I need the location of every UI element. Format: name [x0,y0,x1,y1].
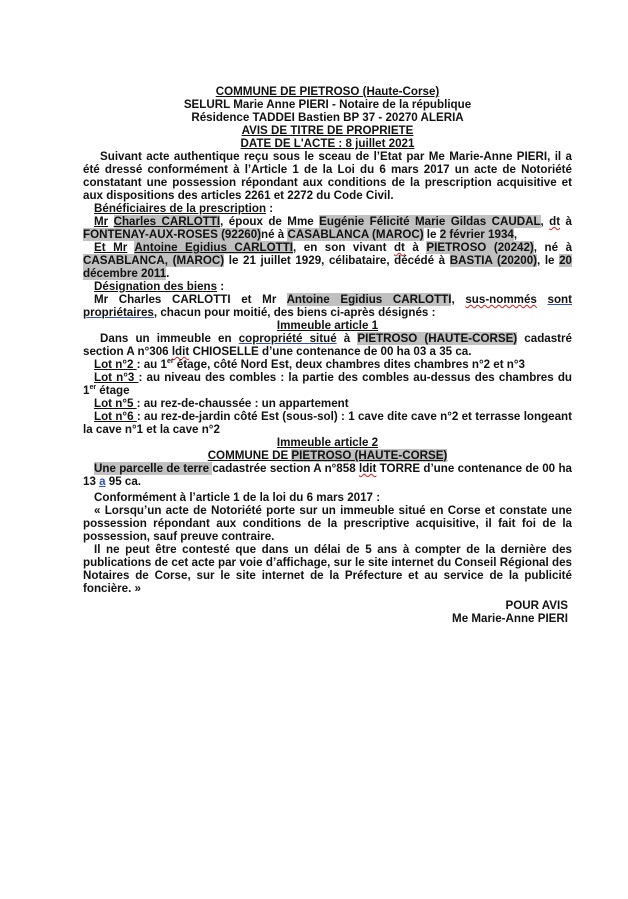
lots-list [83,358,572,436]
sus-nommes: sus-nommés [465,293,537,306]
article-1-paragraph [83,332,572,358]
lot-label: Lot n°2 [94,358,137,371]
b2-text: , né à [533,241,573,254]
designation-heading [83,280,572,293]
lot-item [83,371,572,397]
b2-text: à [404,241,427,254]
lot-label: Lot n°3 [94,371,139,384]
article-2-text: cadastrée section A n°858 [212,462,359,475]
lot-sup: er [89,384,97,392]
article-1-title: Immeuble article 1 [276,319,379,332]
article-1-place: PIETROSO (HAUTE-CORSE) [357,332,518,345]
article-2-title: Immeuble article 2 [276,436,379,449]
lot-item [83,410,572,436]
beneficiaires-colon: : [266,202,274,215]
lot-sep: : [138,371,143,384]
pour-avis: POUR AVIS [505,599,568,612]
article-1-ldit: ldit [171,345,190,358]
b2-death-date: 20 décembre 2011 [83,254,572,280]
lot-text: au rez-de-chaussée : un appartement [140,397,349,410]
article-2-paragraph [83,462,572,488]
article-1-text: CHIOSELLE d’une contenance de 00 ha 03 a 35 ca. [189,345,472,358]
beneficiaires-heading [83,202,572,215]
lot-label: Lot n°6 [94,410,137,423]
b2-text: , le [537,254,560,267]
parcelle: Une parcelle de terre [94,462,213,475]
signature-name: Me Marie-Anne PIERI [452,612,568,625]
intro-paragraph: Suivant acte authentique reçu sous le sceau de l’Etat par Me Marie-Anne PIERI, il a été dressé conformément à l’Article 1 de la Loi du 6 mars 2017 un acte de Notoriété constatant une possession répondant aux conditions de la prescription acquisitive et aux dispositions des articles 2261 et 2272 du Code Civil. [83,150,572,202]
quote-paragraph-2: Il ne peut être contesté que dans un délai de 5 ans à compter de la dernière des publications de cet acte par voie d’affichage, sur le site internet du Conseil Régional des Notaires de Corse, sur le site internet de la Préfecture et au service de la publicité foncière. » [83,543,572,595]
conformement-line: Conformément à l’article 1 de la loi du 6 mars 2017 : [94,491,381,504]
lot-text: au niveau des combles : la partie des combles au-dessus des chambres du 1 [83,371,572,397]
article-2-commune-highlight: PIETROSO (HAUTE-CORSE) [291,449,448,462]
notaire-line: SELURL Marie Anne PIERI - Notaire de la république [183,98,472,111]
designation-text: , [451,293,466,306]
designation-title: Désignation des biens [94,280,218,293]
designation-text: Mr Charles CARLOTTI et Mr [94,293,287,306]
lot-sep: : [136,358,141,371]
b2-text: le 21 juillet 1929, célibataire, décédé à [224,254,450,267]
beneficiary-1 [83,215,572,241]
beneficiaires-title: Bénéficiaires de la prescription [94,202,267,215]
notice-document [83,85,572,625]
article-2-ldit: ldit [358,462,377,475]
article-1-text: Dans un immeuble en [100,332,239,345]
designation-name: Antoine Egidius CARLOTTI [286,293,452,306]
lot-text: étage, côté Nord Est, deux chambres dites chambres n°2 et n°3 [173,358,525,371]
lot-text: étage [96,384,130,397]
b2-name: Antoine Egidius CARLOTTI [134,241,294,254]
copropriete: copropriété situé [238,332,337,345]
b2-birthplace: CASABLANCA, (MAROC) [83,254,225,267]
lot-sep: : [136,397,141,410]
acte-date: DATE DE L'ACTE : 8 juillet 2021 [240,137,415,150]
lot-item [83,358,572,371]
b1-name: Charles CARLOTTI [113,215,221,228]
designation-text: , chacun pour moitié, des biens ci-après désignés : [153,306,436,319]
b1-dt: dt [549,215,561,228]
lot-item [83,397,572,410]
sont-proprietaires: sont propriétaires [83,293,572,319]
b2-et: Et Mr [94,241,128,254]
quote-paragraph-1: « Lorsqu’un acte de Notoriété porte sur un immeuble situé en Corse et constate une possession répondant aux conditions de la prescriptive acquisitive, il fait foi de la possession, sauf preuve contraire. [83,504,572,543]
article-2-commune-prefix: COMMUNE DE [207,449,292,462]
b1-text: , époux de Mme [220,215,320,228]
designation-paragraph [83,293,572,319]
article-1-text: à [336,332,358,345]
article-2-a: a [99,475,106,488]
article-2-text: TORRE d’une contenance de 00 ha 13 [83,462,572,488]
b1-place: FONTENAY-AUX-ROSES (92260) [83,228,262,241]
article-2-text: 95 ca. [105,475,142,488]
article-2-commune [83,449,572,462]
b2-dt: dt [393,241,405,254]
lot-text: au rez-de-jardin côté Est (sous-sol) : 1 cave dite cave n°2 et terrasse longeant la cave n°1 et la cave n°2 [83,410,572,436]
b2-death-place: BASTIA (20200) [449,254,538,267]
residence-line: Résidence TADDEI Bastien BP 37 - 20270 ALERIA [191,111,464,124]
b1-birthdate: 2 février 1934 [439,228,514,241]
b1-mr: Mr [94,215,109,228]
b1-spouse: Eugénie Félicité Marie Gildas CAUDAL [319,215,541,228]
b1-text: , [540,215,550,228]
b1-text: le [423,228,440,241]
lot-text: au 1 [140,358,167,371]
commune-heading: COMMUNE DE PIETROSO (Haute-Corse) [215,85,440,98]
lot-sup: er [166,358,174,366]
lot-sep: : [136,410,141,423]
lot-label: Lot n°5 [94,397,137,410]
b1-text: à [560,215,572,228]
b2-text: , en son vivant [293,241,394,254]
designation-colon: : [217,280,225,293]
b1-text: né à [261,228,288,241]
b2-place: PIETROSO (20242) [426,241,534,254]
avis-title: AVIS DE TITRE DE PROPRIETE [241,124,414,137]
article-1-text: cadastré section A n°306 [83,332,572,358]
b2-text: . [166,267,170,280]
beneficiary-2 [83,241,572,280]
b1-text: , [513,228,518,241]
designation-text [537,293,548,306]
b1-birthplace: CASABLANCA (MAROC) [287,228,424,241]
